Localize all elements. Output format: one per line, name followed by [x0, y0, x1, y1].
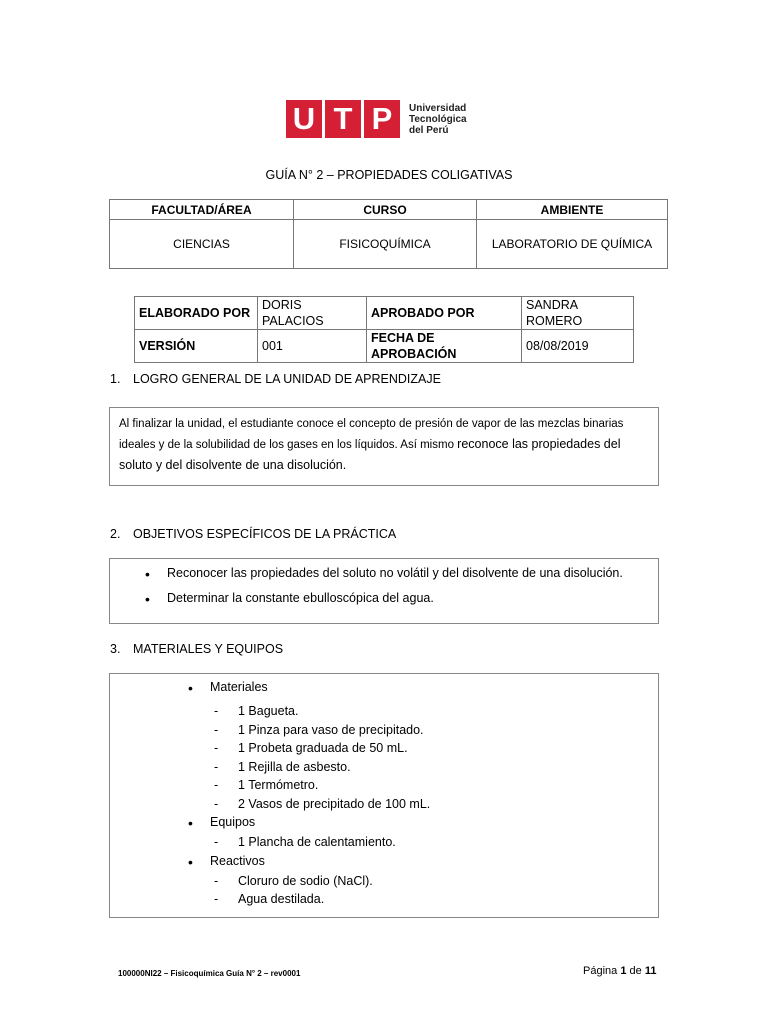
materiales-box	[109, 673, 659, 918]
page-title: GUÍA N° 2 – PROPIEDADES COLIGATIVAS	[265, 168, 513, 182]
version-value: 001	[258, 330, 367, 363]
list-item-text: 1 Rejilla de asbesto.	[238, 760, 351, 774]
header-facultad: FACULTAD/ÁREA	[110, 200, 294, 220]
value-curso: FISICOQUÍMICA	[294, 220, 477, 269]
section-2-heading	[110, 527, 396, 541]
bullet-icon: •	[145, 591, 150, 607]
dash-icon: -	[214, 892, 219, 906]
utp-logo	[286, 100, 467, 138]
list-item-text: Agua destilada.	[238, 892, 325, 906]
value-facultad: CIENCIAS	[110, 220, 294, 269]
logo-text	[409, 103, 467, 136]
logo-line-1: Universidad	[409, 102, 467, 114]
section-2-title: OBJETIVOS ESPECÍFICOS DE LA PRÁCTICA	[133, 527, 397, 541]
dash-icon: -	[214, 797, 219, 811]
logo-letter-t: T	[325, 100, 361, 138]
list-item	[214, 760, 351, 774]
footer-doc-code: 100000NI22 – Fisicoquímica Guía N° 2 – rev0001	[118, 969, 301, 978]
objetivo-item	[145, 566, 623, 582]
header-curso: CURSO	[294, 200, 477, 220]
page-total: 11	[644, 965, 657, 977]
aprobado-label: APROBADO POR	[367, 297, 522, 330]
list-item-text: 1 Plancha de calentamiento.	[238, 835, 396, 849]
info-table	[109, 199, 668, 269]
list-item	[214, 892, 325, 906]
section-2-number: 2.	[110, 527, 121, 541]
bullet-icon: •	[188, 815, 193, 831]
equipos-label: Equipos	[210, 815, 256, 829]
page-current: 1	[620, 965, 627, 977]
section-3-heading	[110, 642, 283, 656]
objetivos-box	[109, 558, 659, 624]
version-label: VERSIÓN	[135, 330, 258, 363]
reactivos-heading	[188, 854, 265, 870]
logro-text-part1: Al finalizar la unidad, el estudiante conoce el concepto de presión de vapor de las mezclas binarias ideales y de la solubilidad de los gases en los líquidos. Así mismo	[119, 418, 624, 451]
logro-text-part2: reconoce las propiedades del soluto y del disolvente de una disolución.	[119, 437, 621, 472]
section-3-title: MATERIALES Y EQUIPOS	[133, 642, 284, 656]
fecha-label: FECHA DE APROBACIÓN	[367, 330, 522, 363]
section-1-title: LOGRO GENERAL DE LA UNIDAD DE APRENDIZAJE	[133, 372, 441, 386]
bullet-icon: •	[188, 854, 193, 870]
dash-icon: -	[214, 741, 219, 755]
value-ambiente: LABORATORIO DE QUÍMICA	[477, 220, 668, 269]
fecha-value: 08/08/2019	[522, 330, 634, 363]
list-item-text: Cloruro de sodio (NaCl).	[238, 874, 373, 888]
page-number	[583, 965, 656, 977]
logo-line-2: Tecnológica	[409, 113, 467, 125]
list-item	[214, 704, 299, 718]
dash-icon: -	[214, 704, 219, 718]
dash-icon: -	[214, 760, 219, 774]
materiales-label: Materiales	[210, 680, 268, 694]
logro-text	[119, 414, 649, 476]
elaborado-value: DORIS PALACIOS	[258, 297, 367, 330]
list-item	[214, 741, 408, 755]
header-ambiente: AMBIENTE	[477, 200, 668, 220]
objetivo-text: Reconocer las propiedades del soluto no volátil y del disolvente de una disolución.	[167, 566, 623, 580]
bullet-icon: •	[145, 566, 150, 582]
page-of: de	[629, 965, 642, 977]
logro-box	[109, 407, 659, 486]
materiales-heading	[188, 680, 268, 696]
dash-icon: -	[214, 874, 219, 888]
section-3-number: 3.	[110, 642, 121, 656]
dash-icon: -	[214, 723, 219, 737]
list-item-text: 1 Probeta graduada de 50 mL.	[238, 741, 408, 755]
list-item-text: 1 Termómetro.	[238, 778, 319, 792]
objetivo-text: Determinar la constante ebulloscópica del agua.	[167, 591, 434, 605]
list-item	[214, 835, 396, 849]
list-item-text: 1 Bagueta.	[238, 704, 299, 718]
logo-letter-p: P	[364, 100, 400, 138]
reactivos-label: Reactivos	[210, 854, 265, 868]
page-word: Página	[583, 965, 618, 977]
logo-line-3: del Perú	[409, 124, 449, 136]
list-item	[214, 778, 319, 792]
dash-icon: -	[214, 835, 219, 849]
elaborado-label: ELABORADO POR	[135, 297, 258, 330]
list-item-text: 1 Pinza para vaso de precipitado.	[238, 723, 424, 737]
list-item	[214, 874, 373, 888]
aprobado-value: SANDRA ROMERO	[522, 297, 634, 330]
list-item	[214, 723, 424, 737]
section-1-number: 1.	[110, 372, 121, 386]
bullet-icon: •	[188, 680, 193, 696]
meta-table	[134, 296, 634, 363]
equipos-heading	[188, 815, 256, 831]
section-1-heading	[110, 372, 441, 386]
list-item-text: 2 Vasos de precipitado de 100 mL.	[238, 797, 431, 811]
dash-icon: -	[214, 778, 219, 792]
logo-letter-u: U	[286, 100, 322, 138]
objetivo-item	[145, 591, 434, 607]
list-item	[214, 797, 431, 811]
